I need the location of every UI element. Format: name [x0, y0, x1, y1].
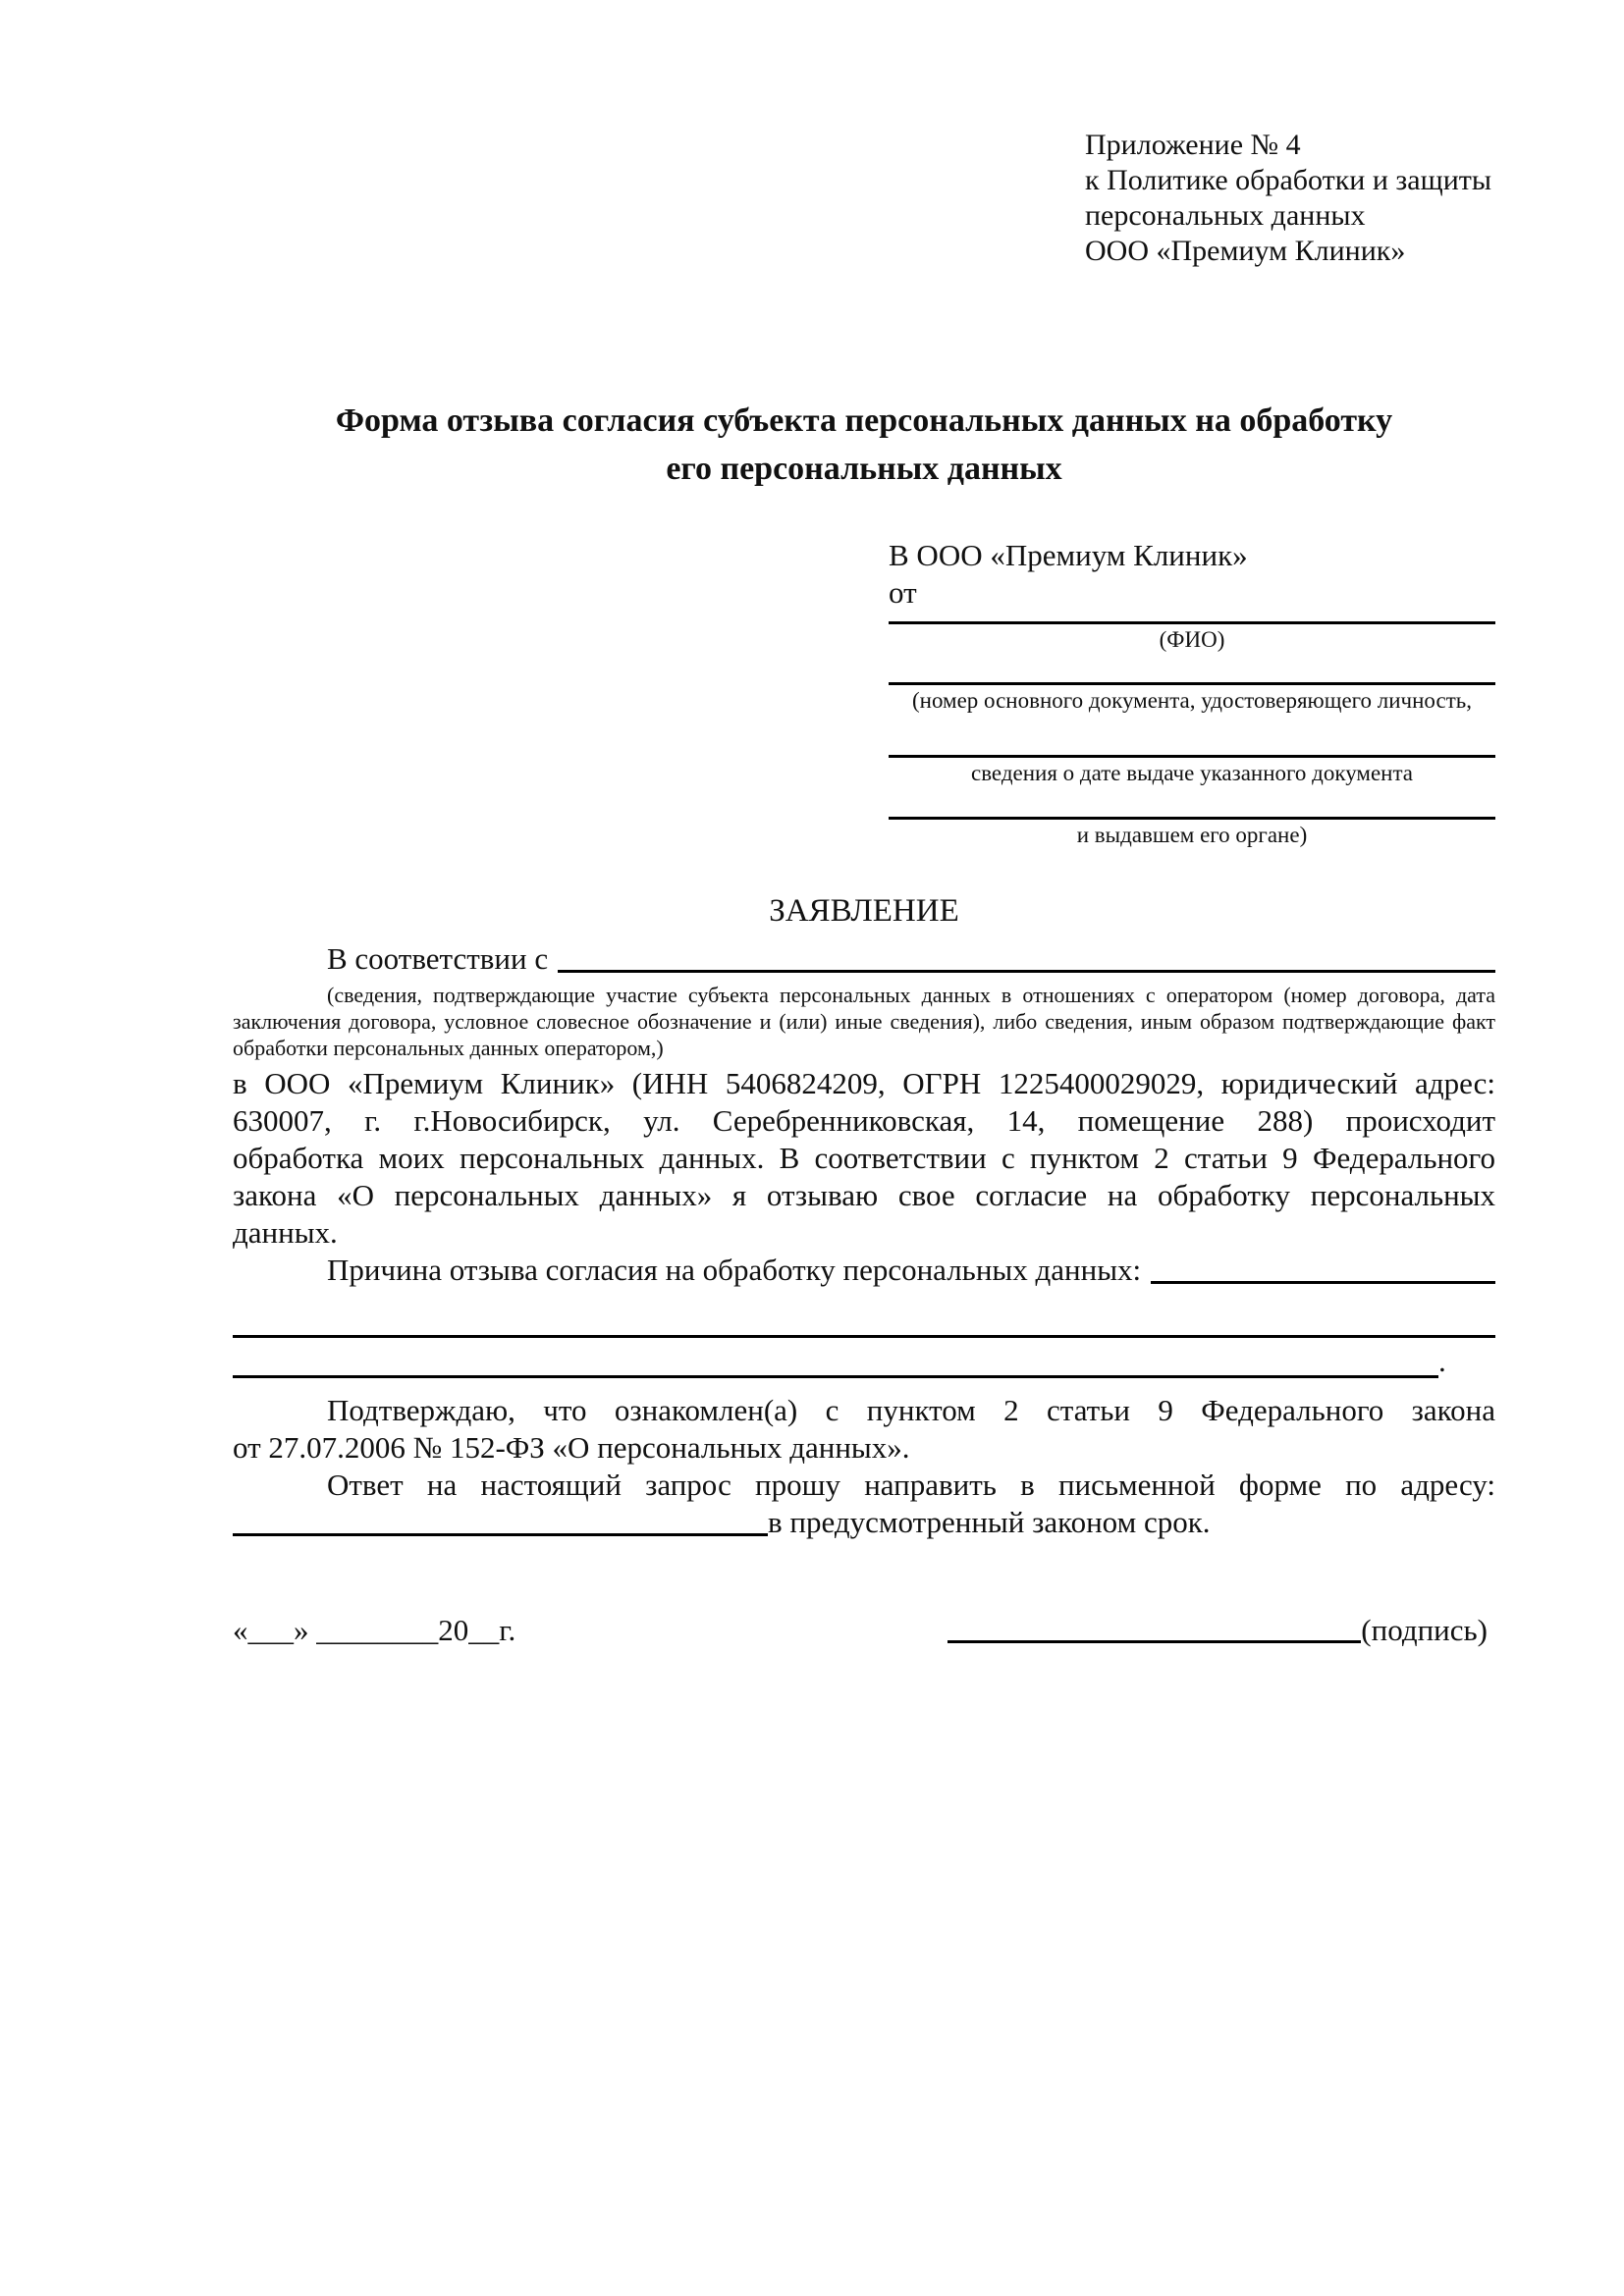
statement-body-line: в ООО «Премиум Клиник» (ИНН 5406824209, ОГРН 1225400029029, юридический адрес: — [233, 1066, 1495, 1100]
document-title-line: его персональных данных — [666, 451, 1062, 487]
footnote-line: (сведения, подтверждающие участие субъекта персональных данных в отношениях с оператором (номер договора, дата — [327, 983, 1495, 1007]
addressee-block — [889, 537, 1495, 850]
reply-suffix: в предусмотренный законом срок. — [768, 1505, 1211, 1539]
statement-body-line: данных. — [233, 1215, 338, 1250]
statement-heading: ЗАЯВЛЕНИЕ — [769, 893, 959, 929]
date-input[interactable]: «___» ________20__г. — [233, 1613, 516, 1647]
document-number-input-line[interactable] — [889, 655, 1495, 685]
signature-input-line[interactable] — [947, 1640, 1361, 1643]
reason-continuation-row-2 — [233, 1338, 1495, 1378]
statement-body-line: обработка моих персональных данных. В соответствии с пунктом 2 статьи 9 Федерального — [233, 1141, 1495, 1175]
statement-body-line: закона «О персональных данных» я отзываю свое согласие на обработку персональных — [233, 1178, 1495, 1212]
document-title — [233, 397, 1495, 493]
document-number-caption: (номер основного документа, удостоверяющего личность, — [911, 688, 1472, 713]
footnote-line: заключения договора, условное словесное обозначение и (или) иные сведения), либо сведения, иным образом подтверждающие факт — [233, 1009, 1495, 1034]
fio-caption: (ФИО) — [1159, 627, 1225, 652]
reply-paragraph — [233, 1467, 1495, 1541]
appendix-note-line: Приложение № 4 — [1085, 129, 1301, 161]
consent-basis-footnote — [233, 982, 1495, 1061]
statement-body — [233, 1065, 1495, 1252]
sentence-terminator: . — [1438, 1344, 1446, 1378]
issuing-authority-input-line[interactable] — [889, 788, 1495, 820]
issue-date-caption: сведения о дате выдаче указанного документа — [970, 761, 1414, 785]
reason-continuation-line-1[interactable] — [233, 1295, 1495, 1338]
confirmation-paragraph — [233, 1392, 1495, 1467]
issuing-authority-caption: и выдавшем его органе) — [1076, 823, 1308, 847]
appendix-note-line: к Политике обработки и защиты — [1085, 164, 1492, 196]
addressee-from-label: от — [889, 575, 917, 610]
reason-continuation-line-2[interactable] — [233, 1335, 1438, 1378]
reply-request-line: Ответ на настоящий запрос прошу направить в письменной форме по адресу: — [327, 1468, 1495, 1502]
signature-caption: (подпись) — [1361, 1613, 1488, 1647]
consent-basis-row — [233, 940, 1495, 978]
footnote-line: обработки персональных данных оператором,) — [233, 1036, 664, 1060]
document-content — [233, 128, 1495, 1649]
consent-basis-input-line[interactable] — [558, 940, 1495, 973]
reply-address-input-line[interactable] — [233, 1504, 768, 1536]
issue-date-input-line[interactable] — [889, 716, 1495, 758]
confirmation-line: Подтверждаю, что ознакомлен(а) с пунктом 2 статьи 9 Федерального закона — [327, 1393, 1495, 1427]
confirmation-line: от 27.07.2006 № 152-ФЗ «О персональных данных». — [233, 1430, 910, 1465]
withdrawal-reason-label: Причина отзыва согласия на обработку персональных данных: — [327, 1253, 1142, 1287]
date-signature-row — [233, 1612, 1495, 1649]
signature-group — [947, 1612, 1488, 1649]
reply-address-row — [233, 1504, 1495, 1541]
appendix-note — [1085, 128, 1495, 269]
withdrawal-reason-row — [233, 1252, 1495, 1289]
document-title-line: Форма отзыва согласия субъекта персональных данных на обработку — [335, 402, 1393, 439]
appendix-note-line: персональных данных — [1085, 199, 1366, 232]
reason-input-line[interactable] — [1151, 1252, 1495, 1284]
consent-basis-label: В соответствии с — [327, 941, 549, 976]
statement-body-line: 630007, г. г.Новосибирск, ул. Серебренниковская, 14, помещение 288) происходит — [233, 1103, 1495, 1138]
appendix-note-line: ООО «Премиум Клиник» — [1085, 235, 1406, 267]
addressee-to: В ООО «Премиум Клиник» — [889, 538, 1248, 572]
fio-input-line[interactable] — [889, 612, 1495, 624]
